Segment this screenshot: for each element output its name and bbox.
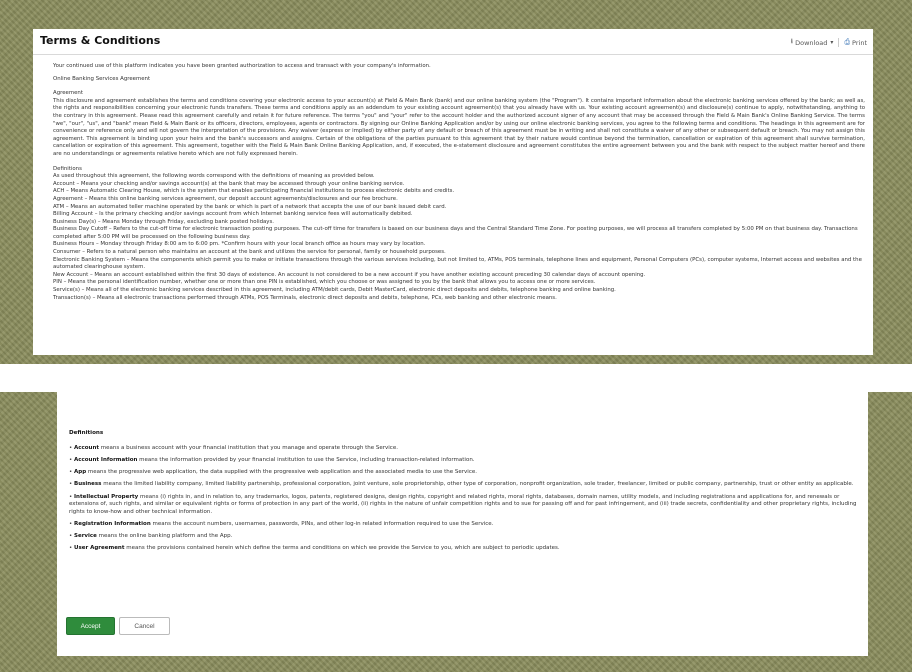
definition-line: Consumer – Refers to a natural person who maintains an account at the bank and utilizes the service for personal, family or household purposes. bbox=[53, 249, 446, 256]
bullet: • bbox=[69, 521, 73, 527]
definition-line: Service(s) – Means all of the electronic banking services described in this agreement, including ATM/debit cards, Debit MasterCard, electronic direct deposits and debits, telephone banking and online banking. bbox=[53, 287, 616, 294]
agreement-heading: Agreement bbox=[53, 90, 83, 97]
definition-text: means a business account with your financial institution that you manage and operate through the Service. bbox=[99, 445, 398, 451]
definition-line: Account – Means your checking and/or savings account(s) at the bank that may be accessed through your online banking service. bbox=[53, 180, 405, 187]
terms-panel bbox=[33, 29, 873, 355]
definition-line: PIN – Means the personal identification number, whether one or more than one PIN is established, which you choose or was assigned to you by the bank that allows you to access one or more services. bbox=[53, 279, 596, 286]
definition-line: ACH – Means Automatic Clearing House, which is the system that enables participating financial institutions to process electronic debits and credits. bbox=[53, 188, 455, 195]
definition-term: Account bbox=[74, 445, 100, 451]
definition-line: Billing Account – Is the primary checking and/or savings account from which Internet banking service fees will automatically debited. bbox=[53, 211, 413, 218]
download-label: Download bbox=[795, 38, 828, 47]
agreement-text: This disclosure and agreement establishes the terms and conditions covering your electronic access to your account(s) at Field & Main Bank (bank) and our online banking system (the "Program"). It contains important information about the electronic banking services offered by the bank; as well as, the rights and responsibilities concerning your electronic funds transfers. These terms and conditions apply as an addendum to your existing account agreement(s) that you already have with us. Your existing account agreement(s) and disclosure(s) continue to apply, notwithstanding, anything to the contrary in this agreement. Please read this agreement carefully and retain it for future reference. The terms "you" and "your" refer to the account holder and the authorized account signer of any account that may be accessed through the Field & Main Bank's Online Banking Service. The terms "we", "our", "us", and "bank" mean Field & Main Bank or its officers, directors, employees, agents or contractors. By signing our Online Banking Application and/or by using our online electronic banking services, you agree to the following terms and conditions. The headings in this agreement are for convenience or reference only and will not govern the interpretation of the provisions. Any waiver (express or implied) by either party of any default or breach of this agreement must be in writing and shall not constitute a waiver of any other or subsequent default or breach. You may not assign this agreement. This agreement is binding upon your heirs and the bank's successors and assigns. Certain of the obligations of the parties pursuant to this agreement that by their nature would continue beyond the termination, cancellation or expiration of this agreement shall survive termination, cancellation or expiration of this agreement. This agreement, together with the Field & Main Bank Online Banking Application, and, if executed, the e-statement disclosure and agreement constitutes the entire agreement between you and the bank with respect to the subject matter hereof and there are no understandings or agreements relative hereto which are not fully expressed herein. bbox=[53, 97, 865, 157]
bullet: • bbox=[69, 481, 73, 487]
definition-line: Business Day(s) – Means Monday through Friday, excluding bank posted holidays. bbox=[53, 218, 275, 225]
definition-term: App bbox=[74, 469, 87, 475]
definition-text: means the limited liability company, limited liability partnership, professional corporation, joint venture, sole proprietorship, other type of corporation, nonprofit organization, sole trader, freelancer, limited or public company, partnership, trust or other entity as applicable. bbox=[101, 481, 854, 487]
definition-line: Electronic Banking System – Means the components which permit you to make or initiate transactions through the various services including, but not limited to, ATMs, POS terminals, telephone lines and equipment, Personal Computers (PCs), computer systems, Internet access and websites and the automated clearinghouse system. bbox=[53, 256, 862, 271]
definition-item bbox=[69, 469, 864, 477]
definition-item bbox=[69, 445, 864, 453]
definition-line: Business Hours – Monday through Friday 8:00 am to 6:00 pm. *Confirm hours with your local branch office as hours may vary by location. bbox=[53, 241, 426, 248]
bullet: • bbox=[69, 457, 73, 463]
bullet: • bbox=[69, 493, 73, 500]
caret-down-icon: ▾ bbox=[830, 39, 834, 46]
bullet: • bbox=[69, 445, 73, 451]
definition-item bbox=[69, 545, 864, 553]
bullet: • bbox=[69, 545, 73, 551]
terms-scroll-area[interactable] bbox=[33, 55, 873, 302]
print-label: Print bbox=[852, 38, 867, 47]
cancel-button[interactable]: Cancel bbox=[119, 617, 170, 635]
definition-item bbox=[69, 457, 864, 465]
definition-text: means (i) rights in, and in relation to, any trademarks, logos, patents, registered designs, design rights, copyright and related rights, moral rights, databases, domain names, utility models, and including registrations and applications for, and renewals or extensions of, such rights, and similar or equivalent rights or forms of protection in any part of the world, (ii) rights in the nature of unfair competition rights and to sue for passing off and for past infringement, and (iii) trade secrets, confidentiality and other proprietary rights, including rights to know-how and other technical information. bbox=[69, 493, 857, 515]
definition-line: New Account – Means an account established within the first 30 days of existence. An account is not considered to be a new account if you have another existing account preceding 30 calendar days of account opening. bbox=[53, 271, 646, 278]
agreement-name: Online Banking Services Agreement bbox=[53, 75, 151, 82]
definition-term: Intellectual Property bbox=[74, 493, 139, 500]
bullet: • bbox=[69, 533, 73, 539]
definition-line: Transaction(s) – Means all electronic transactions performed through ATMs, POS Terminals, electronic direct deposits and debits, telephone, PCs, web banking and other electronic means. bbox=[53, 294, 557, 301]
intro-line: Your continued use of this platform indicates you have been granted authorization to access and transact with your company's information. bbox=[53, 63, 431, 69]
definitions-title: Definitions bbox=[69, 430, 104, 436]
definition-line: Business Day Cutoff – Refers to the cut-off time for electronic transaction posting purposes. The cut-off time for transfers is based on our business days and the Central Standard Time Zone. For posting purposes, we will process all transfers completed by 5:00 PM on that business day. Transactions completed after 5:00 PM will be processed on the following business day. bbox=[53, 226, 858, 240]
download-icon: ⭳ bbox=[790, 37, 794, 45]
definitions-panel bbox=[57, 392, 868, 656]
definitions-list bbox=[53, 173, 865, 302]
header-tools bbox=[791, 37, 867, 48]
definition-term: Account Information bbox=[74, 457, 138, 463]
definition-text: means the information provided by your financial institution to use the Service, including transaction-related information. bbox=[137, 457, 475, 463]
print-button[interactable] bbox=[844, 38, 867, 47]
bullet: • bbox=[69, 469, 73, 475]
definition-text: means the online banking platform and the App. bbox=[96, 533, 233, 539]
definition-item bbox=[69, 494, 864, 517]
page-title: Terms & Conditions bbox=[40, 34, 161, 47]
print-icon: ⎙ bbox=[844, 38, 851, 46]
definition-text: means the provisions contained herein which define the terms and conditions on which we provide the Service to you, which are subject to periodic updates. bbox=[124, 545, 560, 551]
definition-term: User Agreement bbox=[74, 545, 125, 551]
definition-item bbox=[69, 521, 864, 529]
definitions-bullets bbox=[69, 445, 864, 557]
definition-line: Agreement – Means this online banking services agreement, our deposit account agreements/disclosures and our fee brochure. bbox=[53, 195, 398, 202]
accept-button[interactable]: Accept bbox=[66, 617, 115, 635]
definition-line: As used throughout this agreement, the following words correspond with the definitions of meaning as provided below. bbox=[53, 173, 375, 180]
terms-panel-header bbox=[33, 29, 873, 55]
definition-item bbox=[69, 533, 864, 541]
definition-text: means the account numbers, usernames, passwords, PINs, and other log-in related information required to use the Service. bbox=[150, 521, 494, 527]
tool-divider bbox=[838, 38, 839, 47]
definitions-heading: Definitions bbox=[53, 165, 82, 172]
definition-term: Business bbox=[74, 481, 102, 487]
definition-item bbox=[69, 481, 864, 489]
definition-term: Service bbox=[74, 533, 97, 539]
definition-text: means the progressive web application, the data supplied with the progressive web application and the associated media to use the Service. bbox=[86, 469, 477, 475]
download-button[interactable] bbox=[791, 37, 834, 48]
definition-term: Registration Information bbox=[74, 521, 151, 527]
definition-line: ATM – Means an automated teller machine operated by the bank or which is part of a network that accepts the use of our bank issued debit card. bbox=[53, 203, 447, 210]
